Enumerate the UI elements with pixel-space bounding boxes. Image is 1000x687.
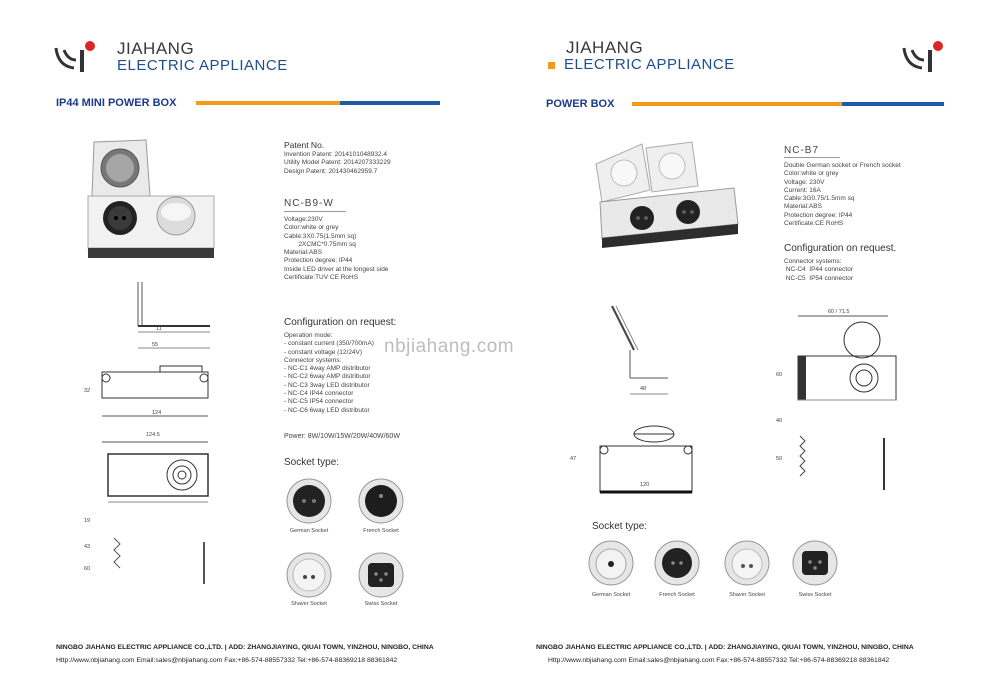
spec-item: Protection degree: IP44	[284, 257, 353, 265]
model-number: NC-B7	[784, 145, 820, 156]
patent-item: Invention Patent: 2014101048932.4	[284, 151, 388, 158]
dim-label: 60	[776, 372, 783, 378]
spec-list	[784, 162, 901, 228]
dim-label: 32	[84, 388, 91, 394]
footer-company: NINGBO JIAHANG ELECTRIC APPLIANCE CO.,LTD. | ADD: ZHANGJIAYING, QIUAI TOWN, YINZHOU, NINGBO, CHINA	[56, 644, 434, 651]
dim-label: 124.5	[146, 432, 160, 438]
brand-subtitle: ELECTRIC APPLIANCE	[564, 56, 735, 73]
model-divider	[284, 211, 346, 212]
model-divider	[784, 157, 840, 158]
brand-name: JIAHANG	[117, 39, 195, 58]
brand-bullet-icon	[548, 62, 555, 69]
socket-heading: Socket type:	[592, 521, 648, 532]
patent-item: Utility Model Patent: 2014207333229	[284, 159, 391, 167]
spec-item: 2XCMC*0.75mm sq	[284, 240, 356, 248]
patent-heading: Patent No.	[284, 140, 325, 150]
config-item: - NC-C1 4way AMP distributor	[284, 365, 371, 373]
spec-list	[284, 216, 388, 282]
socket-label: German Socket	[591, 592, 631, 598]
config-item: - NC-C6 6way LED distributor	[284, 406, 370, 414]
dim-label: 60 / 71.5	[828, 309, 850, 315]
footer-contact: Http://www.nbjiahang.com Email:sales@nbjiahang.com Fax:+86-574-88557332 Tel:+86-574-88369218 88361842	[548, 657, 890, 664]
config-item: - NC-C2 6way AMP distributor	[284, 373, 371, 381]
spec-item: Certificate:TUV CE RoHS	[284, 274, 359, 282]
config-item: Connector systems:	[784, 258, 842, 265]
accent-bar-blue	[340, 101, 440, 105]
spec-item: Voltage: 230V	[784, 178, 825, 186]
spec-item: Material:ABS	[784, 203, 822, 211]
spec-item: Protection degree: IP44	[784, 211, 853, 219]
patent-item: Design Patent: 201430462959.7	[284, 167, 378, 175]
brand-name: JIAHANG	[566, 38, 644, 57]
config-item: - NC-C5 IP54 connector	[284, 398, 354, 406]
section-title: POWER BOX	[546, 98, 615, 110]
config-item: NC-C5 IP54 connector	[784, 274, 854, 282]
swiss-socket-icon	[790, 538, 840, 588]
section-title: IP44 MINI POWER BOX	[56, 97, 177, 109]
german-socket-icon	[586, 538, 636, 588]
config-item: Operation mode:	[284, 332, 333, 339]
power-rating: Power: 8W/10W/15W/20W/40W/60W	[284, 433, 400, 440]
socket-label: Swiss Socket	[364, 601, 398, 607]
socket-label: Shaver Socket	[729, 592, 765, 598]
dim-label: 48	[640, 386, 647, 392]
config-item: - NC-C4 IP44 connector	[284, 390, 354, 398]
spec-item: Certificate:CE RoHS	[784, 220, 844, 228]
spec-item: Voltage:230V	[284, 216, 323, 223]
spec-item: Current: 16A	[784, 186, 821, 194]
config-heading: Configuration on request.	[784, 243, 897, 254]
config-item: - constant voltage (12/24V)	[284, 348, 363, 356]
spec-item: Cable:3X0.75(1.5mm sq)	[284, 232, 357, 240]
socket-label: Swiss Socket	[798, 592, 832, 598]
shaver-socket-icon	[284, 550, 334, 600]
socket-heading: Socket type:	[284, 457, 340, 468]
dim-label: 55	[152, 342, 159, 348]
technical-drawing-top	[784, 306, 914, 506]
technical-drawing-front	[574, 420, 704, 500]
technical-drawing-top	[92, 438, 222, 588]
spec-item: Material:ABS	[284, 249, 322, 257]
product-image-nc-b7	[592, 140, 742, 250]
technical-drawing-side	[598, 300, 674, 400]
spec-item: Cable:3G0.75/1.5mm sq	[784, 195, 855, 203]
dim-label: 50	[776, 456, 783, 462]
spec-item: Color:white or grey	[784, 170, 839, 178]
spec-item: Inside LED driver at the longest side	[284, 265, 389, 273]
socket-label: French Socket	[363, 528, 399, 534]
dim-label: 43	[84, 544, 91, 550]
dim-label: 40	[776, 418, 783, 424]
dim-label: 11	[156, 326, 162, 332]
swiss-socket-icon	[356, 550, 406, 600]
shaver-socket-icon	[722, 538, 772, 588]
config-heading: Configuration on request:	[284, 317, 397, 328]
socket-label: German Socket	[289, 528, 329, 534]
config-list	[284, 332, 374, 415]
dim-label: 120	[640, 482, 650, 488]
config-item: - NC-C3 3way LED distributor	[284, 381, 370, 389]
socket-label: French Socket	[659, 592, 695, 598]
accent-bar-blue	[842, 102, 944, 106]
brand-subtitle: ELECTRIC APPLIANCE	[117, 57, 288, 74]
jiahang-logo-icon	[52, 38, 102, 74]
french-socket-icon	[356, 476, 406, 526]
dim-label: 47	[570, 456, 577, 462]
technical-drawing-front	[92, 360, 222, 426]
config-item: - constant current (350/700mA)	[284, 340, 374, 348]
footer-contact: Http://www.nbjiahang.com Email:sales@nbjiahang.com Fax:+86-574-88557332 Tel:+86-574-88369218 88361842	[56, 657, 398, 664]
jiahang-logo-icon	[900, 38, 950, 74]
spec-item: Double German socket or French socket	[784, 162, 901, 169]
spec-item: Color:white or grey	[284, 224, 339, 232]
patent-list	[284, 151, 391, 176]
dim-label: 124	[152, 410, 162, 416]
model-number: NC-B9-W	[284, 198, 334, 209]
socket-label: Shaver Socket	[291, 601, 327, 607]
config-list	[784, 258, 853, 283]
footer-company: NINGBO JIAHANG ELECTRIC APPLIANCE CO.,LTD. | ADD: ZHANGJIAYING, QIUAI TOWN, YINZHOU, NINGBO, CHINA	[536, 644, 914, 651]
watermark: nbjiahang.com	[384, 336, 515, 357]
product-image-nc-b9-w	[86, 138, 218, 262]
config-item: NC-C4 IP44 connector	[784, 266, 854, 274]
dim-label: 19	[84, 518, 91, 524]
dim-label: 60	[84, 566, 91, 572]
german-socket-icon	[284, 476, 334, 526]
french-socket-icon	[652, 538, 702, 588]
config-item: Connector systems:	[284, 356, 342, 364]
